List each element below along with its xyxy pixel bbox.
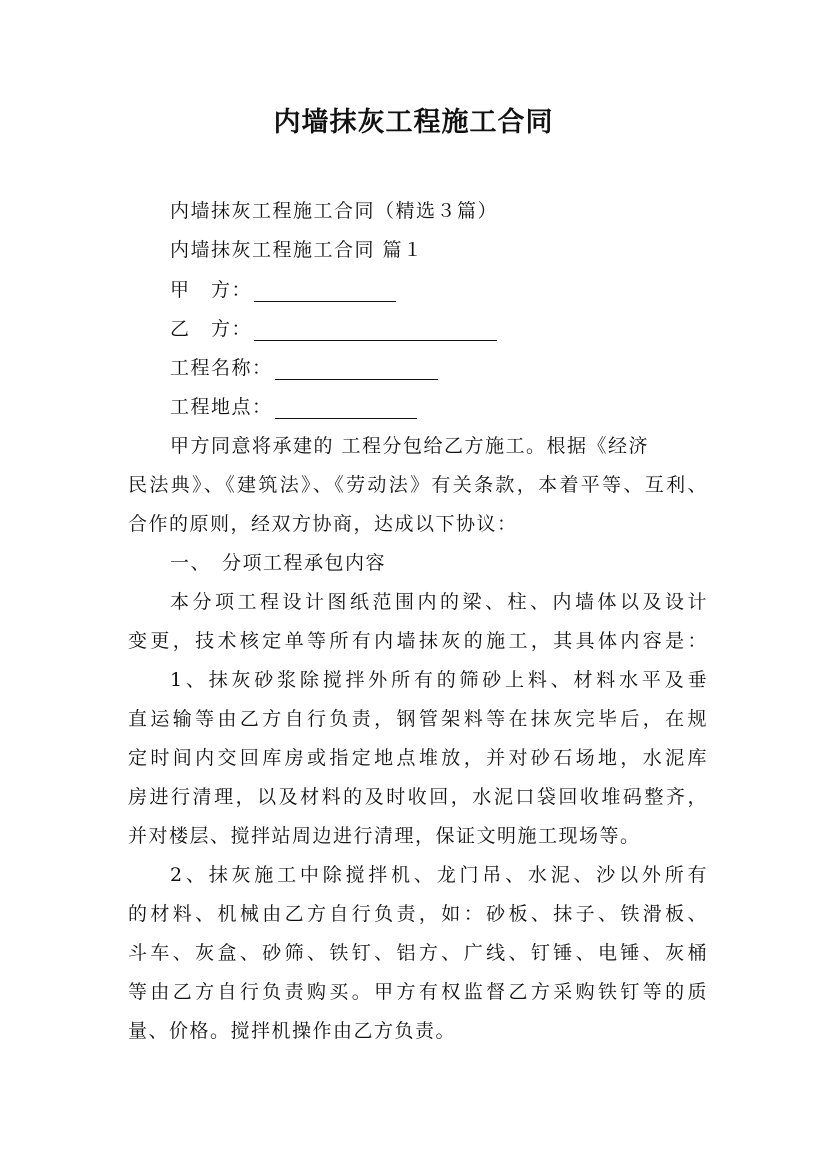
intro-line-2: 民法典》、《建筑法》、《劳动法》有关条款，本着平等、互利、 (128, 474, 708, 496)
party-b-row (170, 317, 750, 341)
clause-heading: 一、 分项工程承包内容 (170, 552, 387, 574)
scope-line-2: 变更，技术核定单等所有内墙抹灰的施工，其具体内容是： (128, 630, 708, 652)
item2-line-3: 斗车、灰盒、砂筛、铁钉、铝方、广线、钉锤、电锤、灰桶 (128, 942, 708, 964)
item1-line-4: 房进行清理，以及材料的及时收回，水泥口袋回收堆码整齐， (128, 786, 708, 808)
section-heading: 内墙抹灰工程施工合同 篇１ (170, 239, 424, 261)
party-b-blank (254, 322, 497, 341)
subtitle: 内墙抹灰工程施工合同（精选３篇） (170, 200, 499, 222)
item1-line-2: 直运输等由乙方自行负责，钢管架料等在抹灰完毕后，在规 (128, 708, 708, 730)
project-location-label: 工程地点： (170, 396, 273, 418)
project-name-row (170, 356, 750, 380)
party-a-blank (254, 283, 396, 302)
project-name-blank (275, 361, 438, 380)
item1-line-5: 并对楼层、搅拌站周边进行清理，保证文明施工现场等。 (128, 825, 641, 847)
item2-line-1: 2、抹灰施工中除搅拌机、龙门吊、水泥、沙以外所有 (170, 864, 708, 886)
document-title: 内墙抹灰工程施工合同 (273, 107, 554, 138)
party-a-label: 甲 方： (170, 279, 253, 301)
item2-line-4: 等由乙方自行负责购买。甲方有权监督乙方采购铁钉等的质 (128, 981, 708, 1003)
project-name-label: 工程名称： (170, 357, 273, 379)
party-a-row (170, 278, 750, 302)
item2-line-2: 的材料、机械由乙方自行负责，如：砂板、抹子、铁滑板、 (128, 903, 708, 925)
item2-line-5: 量、价格。搅拌机操作由乙方负责。 (128, 1020, 457, 1042)
item1-line-3: 定时间内交回库房或指定地点堆放，并对砂石场地，水泥库 (128, 747, 708, 769)
project-location-blank (275, 400, 417, 419)
intro-line-3: 合作的原则，经双方协商，达成以下协议： (128, 513, 518, 535)
scope-line-1: 本分项工程设计图纸范围内的梁、柱、内墙体以及设计 (170, 591, 708, 613)
intro-line-1: 甲方同意将承建的 工程分包给乙方施工。根据《经济 (170, 435, 650, 457)
project-location-row (170, 395, 750, 419)
party-b-label: 乙 方： (170, 318, 253, 340)
item1-line-1: 1、抹灰砂浆除搅拌外所有的筛砂上料、材料水平及垂 (170, 669, 708, 691)
